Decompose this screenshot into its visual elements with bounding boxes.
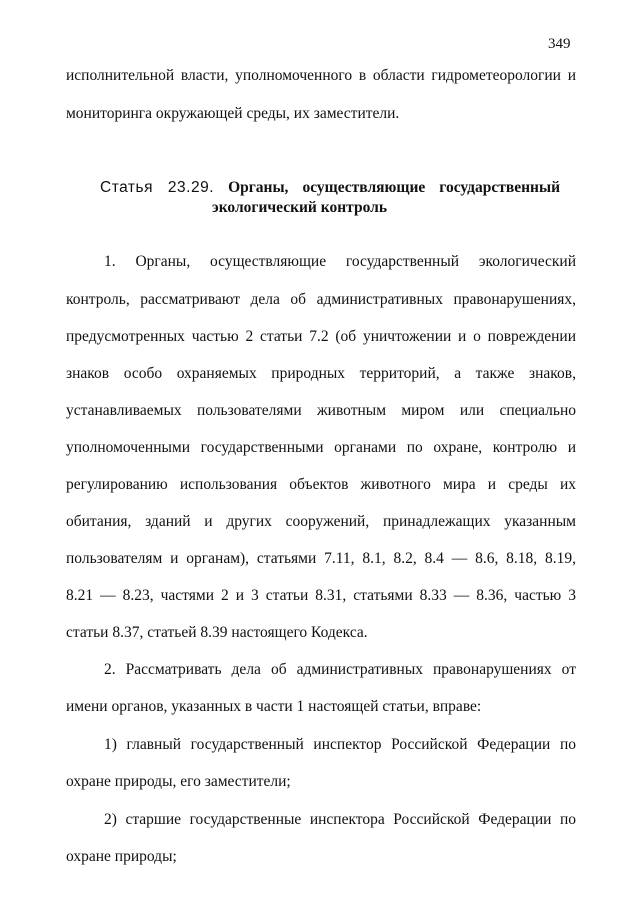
paragraph-1-line-5: устанавливаемых пользователями животным миром или специально (66, 402, 576, 419)
paragraph-2-line-1: 2. Рассматривать дела об административных правонарушениях от (104, 661, 576, 678)
article-title-line-2: экологический контроль (212, 199, 388, 216)
page-number: 349 (548, 36, 571, 52)
item-2-line-1: 2) старшие государственные инспектора Российской Федерации по (104, 811, 576, 828)
paragraph-1-line-10: 8.21 — 8.23, частями 2 и 3 статьи 8.31, статьями 8.33 — 8.36, частью 3 (66, 587, 576, 604)
paragraph-2-line-2: имени органов, указанных в части 1 настоящей статьи, вправе: (66, 698, 482, 715)
intro-line-1: исполнительной власти, уполномоченного в области гидрометеорологии и (66, 67, 576, 84)
paragraph-1-line-3: предусмотренных частью 2 статьи 7.2 (об уничтожении и о повреждении (66, 328, 576, 345)
paragraph-1-line-7: регулированию использования объектов животного мира и среды их (66, 476, 576, 493)
paragraph-1-line-6: уполномоченными государственными органами по охране, контролю и (66, 439, 576, 456)
item-1-line-2: охране природы, его заместители; (66, 773, 291, 790)
item-2-line-2: охране природы; (66, 848, 177, 865)
article-title-line-1: Органы, осуществляющие государственный (228, 179, 561, 196)
paragraph-1-line-11: статьи 8.37, статьей 8.39 настоящего Кодекса. (66, 624, 368, 641)
paragraph-1-line-4: знаков особо охраняемых природных территорий, а также знаков, (66, 365, 576, 382)
paragraph-1-line-1: 1. Органы, осуществляющие государственный экологический (104, 253, 576, 270)
item-1-line-1: 1) главный государственный инспектор Российской Федерации по (104, 736, 576, 753)
article-number: Статья 23.29. (100, 179, 215, 196)
paragraph-1-line-2: контроль, рассматривают дела об административных правонарушениях, (66, 291, 576, 308)
paragraph-1-line-8: обитания, зданий и других сооружений, принадлежащих указанным (66, 513, 576, 530)
intro-line-2: мониторинга окружающей среды, их заместители. (66, 105, 400, 122)
article-heading-line-1 (100, 178, 560, 197)
paragraph-1-line-9: пользователям и органам), статьями 7.11, 8.1, 8.2, 8.4 — 8.6, 8.18, 8.19, (66, 550, 576, 567)
